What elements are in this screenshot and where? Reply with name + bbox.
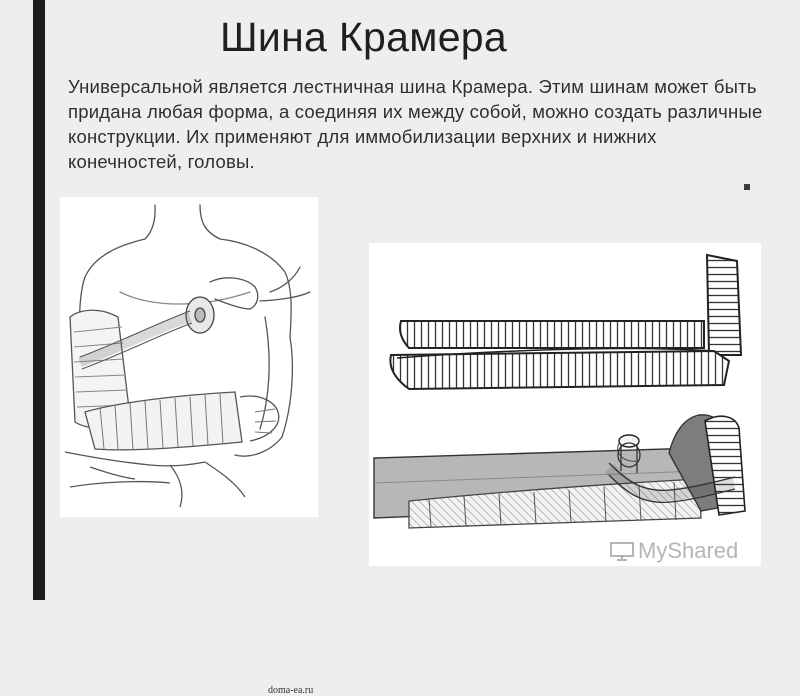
slide-title: Шина Крамера <box>220 14 507 60</box>
presentation-icon <box>610 541 634 561</box>
ladder-splint-drawing <box>369 243 761 566</box>
watermark <box>610 538 738 564</box>
arm-splint-drawing <box>60 197 318 517</box>
slide-body-text: Универсальной является лестничная шина Крамера. Этим шинам может быть придана любая форма, а соединяя их между собой, можно создать различные конструкции. Их применяют для иммобилизации верхних и нижних конечностей, головы. <box>68 76 763 172</box>
ladder-splint-illustration <box>369 243 761 566</box>
accent-square <box>744 184 750 190</box>
watermark-text: MyShared <box>638 538 739 563</box>
image-credit: doma-ea.ru <box>268 685 314 696</box>
arm-splint-illustration <box>60 197 318 696</box>
left-accent-bar <box>33 0 45 600</box>
